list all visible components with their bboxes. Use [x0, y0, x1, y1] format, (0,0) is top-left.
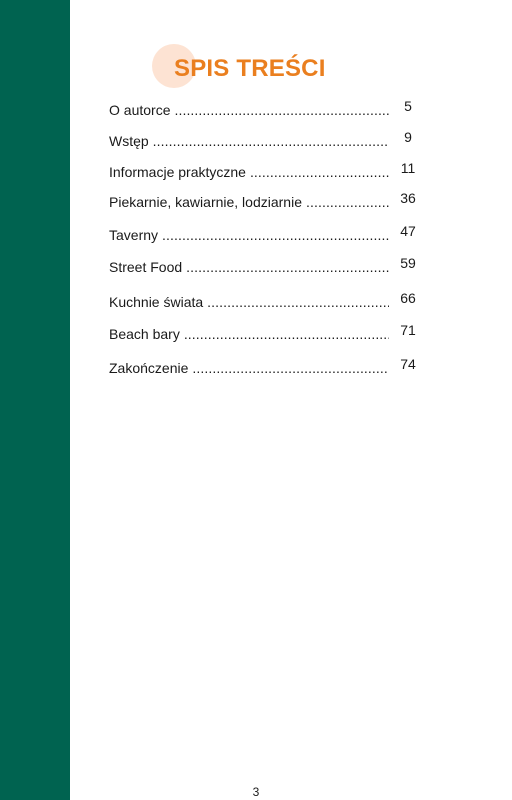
- toc-item-page: 9: [404, 129, 412, 145]
- toc-item-page: 5: [404, 98, 412, 114]
- toc-item-wstep[interactable]: [109, 129, 429, 153]
- toc-item-page: 66: [400, 290, 416, 306]
- toc-item-kuchnie-swiata[interactable]: [109, 290, 429, 314]
- toc-item-informacje-praktyczne[interactable]: [109, 160, 429, 184]
- toc-item-page: 74: [400, 356, 416, 372]
- toc-item-label: Informacje praktyczne .....: [109, 164, 389, 184]
- page-number: 3: [252, 785, 260, 799]
- toc-item-page: 36: [400, 190, 416, 206]
- toc-item-label: Piekarnie, kawiarnie, lodziarnie .....: [109, 194, 389, 214]
- toc-item-page: 59: [400, 255, 416, 271]
- toc-item-label: Wstęp .....: [109, 133, 389, 153]
- toc-item-street-food[interactable]: [109, 255, 429, 279]
- toc-item-label: Kuchnie świata .....: [109, 294, 389, 314]
- page-title: SPIS TREŚCI: [174, 55, 326, 82]
- toc-item-label: Zakończenie .....: [109, 360, 389, 380]
- title-block: [152, 44, 372, 90]
- toc-item-beach-bary[interactable]: [109, 322, 429, 346]
- toc-item-taverny[interactable]: [109, 223, 429, 247]
- toc-item-label: Taverny .....: [109, 227, 389, 247]
- toc-item-page: 11: [400, 160, 416, 176]
- side-band: [0, 0, 70, 800]
- toc-item-label: O autorce .....: [109, 102, 389, 122]
- toc-item-o-autorce[interactable]: [109, 98, 429, 122]
- toc-item-page: 47: [400, 223, 416, 239]
- toc-item-piekarnie[interactable]: [109, 190, 429, 214]
- toc-item-label: Street Food .....: [109, 259, 389, 279]
- toc-item-zakonczenie[interactable]: [109, 356, 429, 380]
- toc-item-page: 71: [400, 322, 416, 338]
- toc-item-label: Beach bary .....: [109, 326, 389, 346]
